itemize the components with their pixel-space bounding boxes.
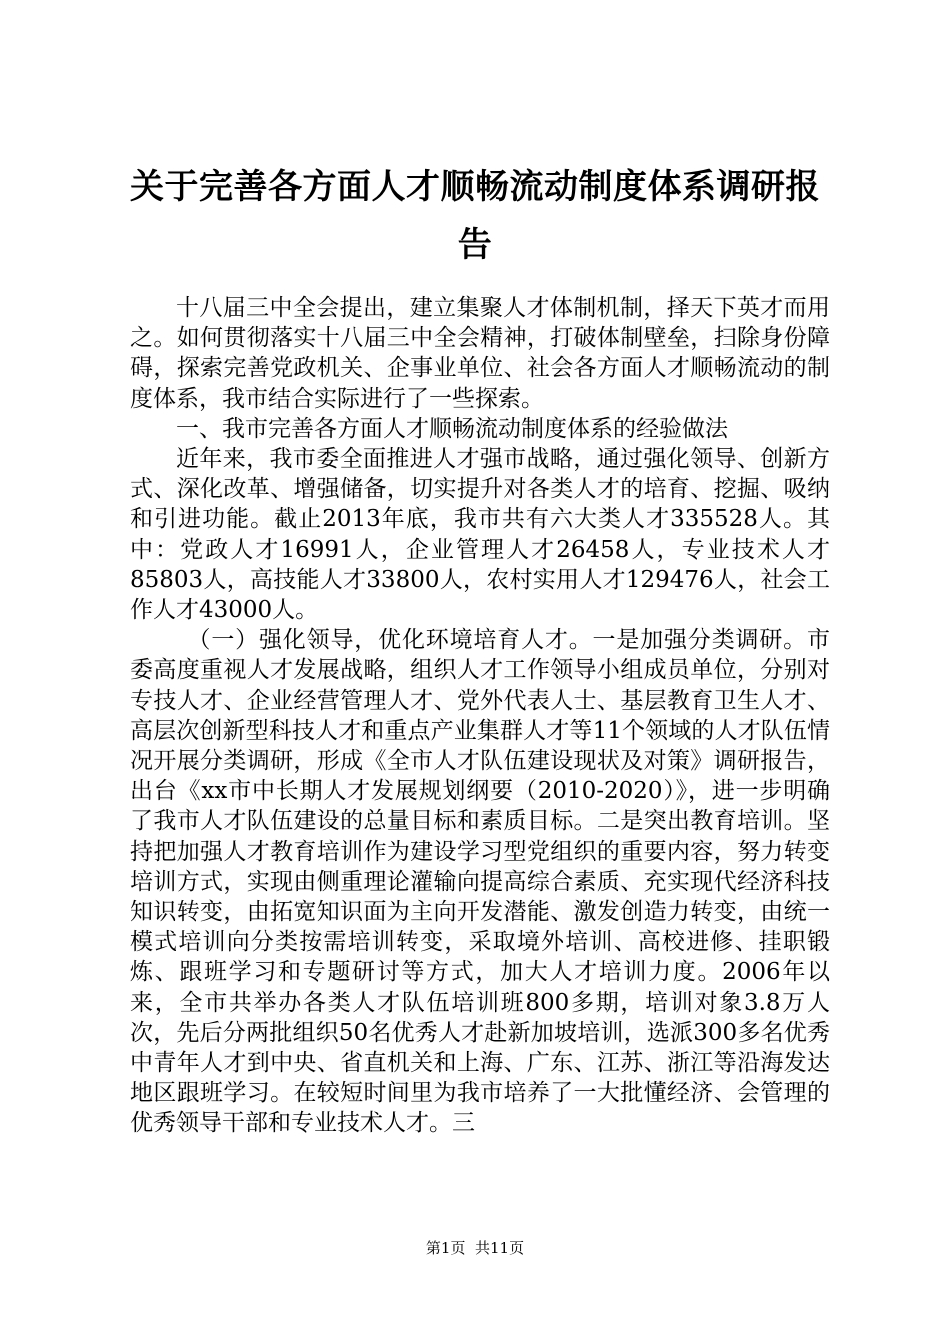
- page-number: 第1页: [425, 1239, 466, 1257]
- section-heading: 一、我市完善各方面人才顺畅流动制度体系的经验做法: [176, 415, 728, 442]
- document-body: [130, 293, 830, 1139]
- overview-paragraph: 近年来，我市委全面推进人才强市战略，通过强化领导、创新方式、深化改革、增强储备，切实提升对各类人才的培育、挖掘、吸纳和引进功能。截止2013年底，我市共有六大类人才335528人。其中：党政人才16991人，企业管理人才26458人，专业技术人才85803人，高技能人才33800人，农村实用人才129476人，社会工作人才43000人。: [130, 446, 830, 624]
- page-footer: [0, 1238, 950, 1258]
- subsection-paragraph: （一）强化领导，优化环境培育人才。一是加强分类调研。市委高度重视人才发展战略，组织人才工作领导小组成员单位，分别对专技人才、企业经营管理人才、党外代表人士、基层教育卫生人才、高层次创新型科技人才和重点产业集群人才等11个领域的人才队伍情况开展分类调研，形成《全市人才队伍建设现状及对策》调研报告，出台《xx市中长期人才发展规划纲要（2010-2020）》，进一步明确了我市人才队伍建设的总量目标和素质目标。二是突出教育培训。坚持把加强人才教育培训作为建设学习型党组织的重要内容，努力转变培训方式，实现由侧重理论灌输向提高综合素质、充实现代经济科技知识转变，由拓宽知识面为主向开发潜能、激发创造力转变，由统一模式培训向分类按需培训转变，采取境外培训、高校进修、挂职锻炼、跟班学习和专题研讨等方式，加大人才培训力度。2006年以来，全市共举办各类人才队伍培训班800多期，培训对象3.8万人次，先后分两批组织50名优秀人才赴新加坡培训，选派300多名优秀中青年人才到中央、省直机关和上海、广东、江苏、浙江等沿海发达地区跟班学习。在较短时间里为我市培养了一大批懂经济、会管理的优秀领导干部和专业技术人才。三: [130, 627, 830, 1137]
- document-title: 关于完善各方面人才顺畅流动制度体系调研报告: [130, 167, 820, 265]
- intro-paragraph: 十八届三中全会提出，建立集聚人才体制机制，择天下英才而用之。如何贯彻落实十八届三中全会精神，打破体制壁垒，扫除身份障碍，探索完善党政机关、企事业单位、社会各方面人才顺畅流动的制度体系，我市结合实际进行了一些探索。: [130, 295, 830, 412]
- page-total: 共11页: [475, 1239, 525, 1257]
